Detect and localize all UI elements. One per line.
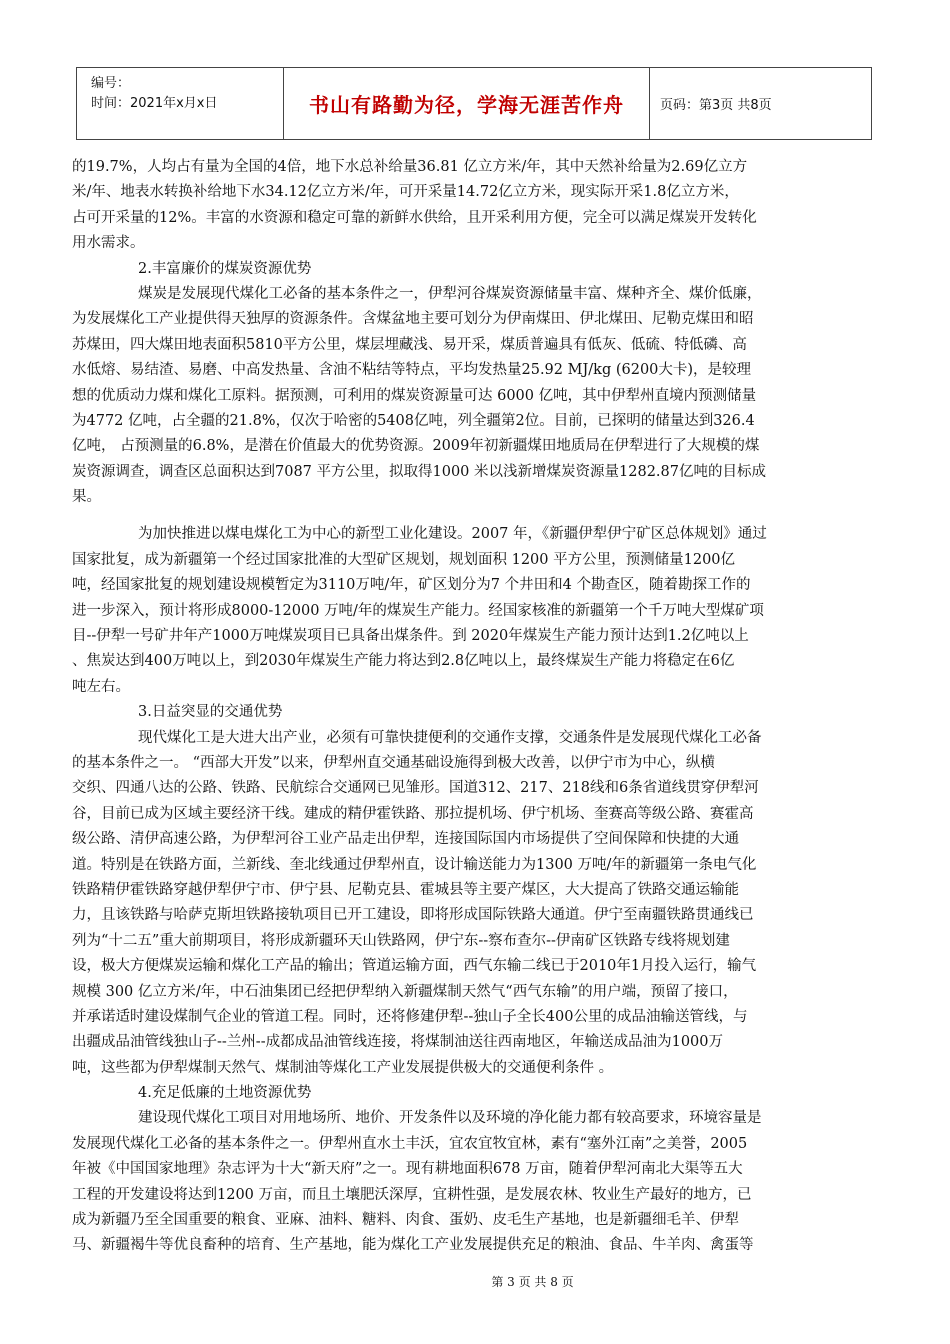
text-line: 苏煤田，四大煤田地表面积5810平方公里，煤层埋藏浅、易开采，煤质普遍具有低灰、低硫、特低磷、高 bbox=[72, 336, 747, 353]
text-line: 力，且该铁路与哈萨克斯坦铁路接轨项目已开工建设，即将形成国际铁路大通道。伊宁至南疆铁路贯通线已 bbox=[72, 907, 754, 924]
header-meta bbox=[77, 68, 284, 139]
text-line: 现代煤化工是大进大出产业，必须有可靠快捷便利的交通作支撑，交通条件是发展现代煤化工必备 bbox=[138, 729, 762, 746]
text-line: 吨，这些都为伊犁煤制天然气、煤制油等煤化工产业发展提供极大的交通便利条件 。 bbox=[72, 1059, 614, 1076]
text-line: 4.充足低廉的土地资源优势 bbox=[138, 1085, 312, 1102]
text-line: 为加快推进以煤电煤化工为中心的新型工业化建设。2007 年，《新疆伊犁伊宁矿区总体规划》通过 bbox=[138, 526, 767, 543]
text-line: 的19.7%，人均占有量为全国的4倍，地下水总补给量36.81 亿立方米/年，其中天然补给量为2.69亿立方 bbox=[72, 159, 748, 175]
text-line: 规模 300 亿立方米/年，中石油集团已经把伊犁纳入新疆煤制天然气“西气东输”的用户端，预留了接口， bbox=[72, 983, 738, 1000]
text-line: 水低熔、易结渣、易磨、中高发热量、含油不粘结等特点，平均发热量25.92 MJ/kg (6200大卡)，是较理 bbox=[72, 362, 752, 379]
text-line: 列为“十二五”重大前期项目，将形成新疆环天山铁路网，伊宁东--察布查尔--伊南矿区铁路专线将规划建 bbox=[72, 932, 730, 949]
page-footer bbox=[0, 1273, 950, 1290]
text-line: 工程的开发建设将达到1200 万亩，而且土壤肥沃深厚，宜耕性强，是发展农林、牧业生产最好的地方，已 bbox=[72, 1186, 752, 1203]
text-line: 并承诺适时建设煤制气企业的管道工程。同时，还将修建伊犁--独山子全长400公里的成品油输送管线，与 bbox=[72, 1008, 748, 1025]
text-line: 吨，经国家批复的规划建设规模暂定为3110万吨/年，矿区划分为7 个井田和4 个勘查区，随着勘探工作的 bbox=[72, 577, 751, 594]
text-line: 为发展煤化工产业提供得天独厚的资源条件。含煤盆地主要可划分为伊南煤田、伊北煤田、尼勒克煤田和昭 bbox=[72, 311, 754, 328]
page-header bbox=[76, 67, 872, 140]
text-line: 道。特别是在铁路方面，兰新线、奎北线通过伊犁州直，设计输送能力为1300 万吨/年的新疆第一条电气化 bbox=[72, 856, 757, 873]
document-body bbox=[72, 155, 950, 1259]
document-time-label: 时间：2021年x月x日 bbox=[91, 96, 218, 111]
text-line: 、焦炭达到400万吨以上，到2030年煤炭生产能力将达到2.8亿吨以上，最终煤炭生产能力将稳定在6亿 bbox=[72, 653, 735, 670]
text-line: 果。 bbox=[72, 489, 101, 506]
text-line: 进一步深入，预计将形成8000-12000 万吨/年的煤炭生产能力。经国家核准的新疆第一个千万吨大型煤矿项 bbox=[72, 602, 764, 619]
text-line: 占可开采量的12%。丰富的水资源和稳定可靠的新鲜水供给，且开采利用方便，完全可以满足煤炭开发转化 bbox=[72, 209, 757, 226]
text-line: 交织、四通八达的公路、铁路、民航综合交通网已见雏形。国道312、217、218线和6条省道线贯穿伊犁河 bbox=[72, 780, 759, 797]
footer-page-number: 第 3 页 共 8 页 bbox=[491, 1275, 574, 1289]
paragraph-gap bbox=[72, 510, 950, 522]
text-line: 炭资源调查，调查区总面积达到7087 平方公里，拟取得1000 米以浅新增煤炭资源量1282.87亿吨的目标成 bbox=[72, 463, 766, 480]
text-line: 马、新疆褐牛等优良畜种的培育、生产基地，能为煤化工产业发展提供充足的粮油、食品、牛羊肉、禽蛋等 bbox=[72, 1237, 754, 1254]
text-line: 谷，目前已成为区域主要经济干线。建成的精伊霍铁路、那拉提机场、伊宁机场、奎赛高等级公路、赛霍高 bbox=[72, 805, 754, 822]
header-motto: 书山有路勤为径，学海无涯苦作舟 bbox=[284, 68, 650, 139]
text-line: 用水需求。 bbox=[72, 235, 145, 252]
text-line: 吨左右。 bbox=[72, 678, 130, 695]
text-line: 米/年、地表水转换补给地下水34.12亿立方米/年，可开采量14.72亿立方米，现实际开采1.8亿立方米， bbox=[72, 184, 739, 201]
text-line: 想的优质动力煤和煤化工原料。据预测，可利用的煤炭资源量可达 6000 亿吨，其中伊犁州直境内预测储量 bbox=[72, 387, 757, 404]
text-line: 3.日益突显的交通优势 bbox=[138, 704, 283, 721]
text-line: 设，极大方便煤炭运输和煤化工产品的输出；管道运输方面，西气东输二线已于2010年1月投入运行，输气 bbox=[72, 958, 757, 975]
text-line: 为4772 亿吨，占全疆的21.8%，仅次于哈密的5408亿吨，列全疆第2位。目前，已探明的储量达到326.4 bbox=[72, 412, 755, 429]
text-line: 成为新疆乃至全国重要的粮食、亚麻、油料、糖料、肉食、蛋奶、皮毛生产基地，也是新疆细毛羊、伊犁 bbox=[72, 1212, 739, 1229]
text-line: 目--伊犁一号矿井年产1000万吨煤炭项目已具备出煤条件。到 2020年煤炭生产能力预计达到1.2亿吨以上 bbox=[72, 628, 749, 645]
document-number-label: 编号： bbox=[91, 76, 131, 91]
text-line: 亿吨， 占预测量的6.8%，是潜在价值最大的优势资源。2009年初新疆煤田地质局在伊犁进行了大规模的煤 bbox=[72, 438, 760, 455]
text-line: 煤炭是发展现代煤化工必备的基本条件之一，伊犁河谷煤炭资源储量丰富、煤种齐全、煤价低廉， bbox=[138, 285, 762, 302]
text-line: 2.丰富廉价的煤炭资源优势 bbox=[138, 260, 312, 277]
text-line: 的基本条件之一。 “西部大开发”以来，伊犁州直交通基础设施得到极大改善，以伊宁市为中心，纵横 bbox=[72, 754, 715, 771]
text-line: 国家批复，成为新疆第一个经过国家批准的大型矿区规划，规划面积 1200 平方公里，预测储量1200亿 bbox=[72, 551, 736, 568]
text-line: 级公路、清伊高速公路，为伊犁河谷工业产品走出伊犁，连接国际国内市场提供了空间保障和快捷的大通 bbox=[72, 831, 739, 848]
text-line: 发展现代煤化工必备的基本条件之一。伊犁州直水土丰沃，宜农宜牧宜林，素有“塞外江南”之美誉，2005 bbox=[72, 1135, 748, 1152]
text-line: 建设现代煤化工项目对用地场所、地价、开发条件以及环境的净化能力都有较高要求，环境容量是 bbox=[138, 1110, 762, 1127]
header-page-info: 页码：第3页 共8页 bbox=[660, 98, 772, 113]
text-line: 铁路精伊霍铁路穿越伊犁伊宁市、伊宁县、尼勒克县、霍城县等主要产煤区，大大提高了铁路交通运输能 bbox=[72, 881, 739, 898]
text-line: 年被《中国国家地理》杂志评为十大“新天府”之一。现有耕地面积678 万亩，随着伊犁河南北大渠等五大 bbox=[72, 1161, 743, 1178]
text-line: 出疆成品油管线独山子--兰州--成都成品油管线连接，将煤制油送往西南地区，年输送成品油为1000万 bbox=[72, 1034, 723, 1051]
